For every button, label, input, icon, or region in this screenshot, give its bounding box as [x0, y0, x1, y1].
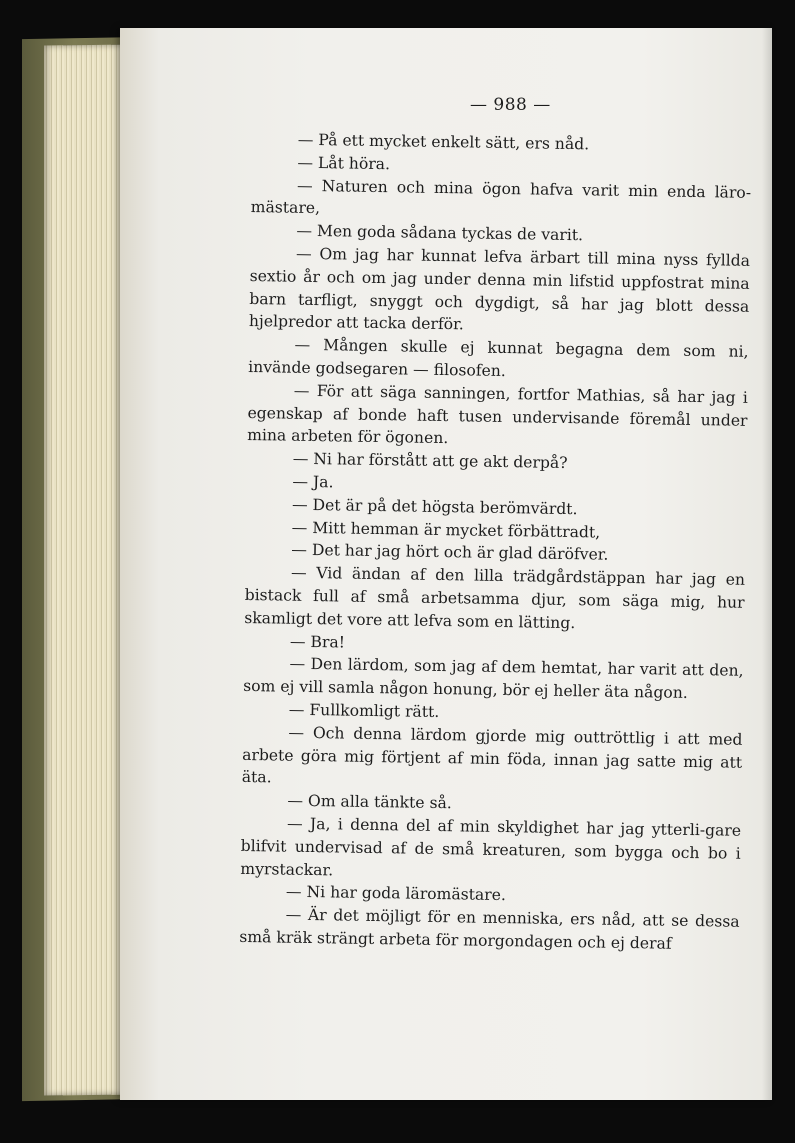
page-number-header: — 988 — — [470, 95, 551, 115]
paragraph: — Mången skulle ej kunnat begagna dem som ni, invände godsegaren — filosofen. — [248, 335, 749, 380]
paragraph: — Den lärdom, som jag af dem hemtat, har varit att den, som ej vill samla någon honung, bör ej heller äta någon. — [243, 654, 744, 703]
paragraph: — Ja. — [292, 472, 334, 492]
paragraph: — Det har jag hört och är glad däröfver. — [291, 541, 609, 564]
paragraph: — Det är på det högsta berömvärdt. — [291, 495, 578, 518]
paragraph: — Vid ändan af den lilla trädgårdstäppan har jag en bistack full af små arbetsamma djur, som säga mig, hur skamligt det vore att lefva som en lätting. — [244, 563, 746, 632]
paragraph: — På ett mycket enkelt sätt, ers nåd. — [297, 130, 590, 154]
page-text — [239, 128, 752, 956]
paragraph: — Bra! — [289, 632, 346, 652]
paragraph: — Låt höra. — [297, 153, 391, 173]
page-edges — [44, 45, 130, 1096]
paragraph: — För att säga sanningen, fortfor Mathias, så har jag i egenskap af bonde haft tusen undervisande föremål under mina arbeten för ögonen. — [247, 381, 748, 448]
paragraph: — Om jag har kunnat lefva ärbart till mina nyss fyllda sextio år och om jag under denna min lifstid uppfostrat mina barn tarfligt, snyggt och dygdigt, så har jag blott dessa hjelpredor att tacka derför. — [248, 244, 751, 334]
paragraph: — Ja, i denna del af min skyldighet har jag ytterli-gare blifvit undervisad af de små kreaturen, som bygga och bo i myrstackar. — [240, 814, 742, 879]
paragraph: — Och denna lärdom gjorde mig outtröttlig i att med arbete göra mig förtjent af min föda, innan jag satte mig att äta. — [241, 723, 743, 787]
paragraph: — Om alla tänkte så. — [287, 791, 452, 813]
paragraph: — Ni har förstått att ge akt derpå? — [292, 449, 568, 473]
paragraph: — Mitt hemman är mycket förbättradt, — [291, 518, 601, 542]
paragraph: — Naturen och mina ögon hafva varit min enda läro-mästare, — [250, 176, 752, 218]
paragraph: — Är det möjligt för en menniska, ers nåd, att se dessa små kräk strängt arbeta för morgondagen och ej deraf — [239, 905, 740, 953]
paragraph: — Ni har goda läromästare. — [285, 882, 507, 905]
paragraph: — Fullkomligt rätt. — [288, 700, 440, 721]
paragraph: — Men goda sådana tyckas de varit. — [296, 221, 584, 245]
